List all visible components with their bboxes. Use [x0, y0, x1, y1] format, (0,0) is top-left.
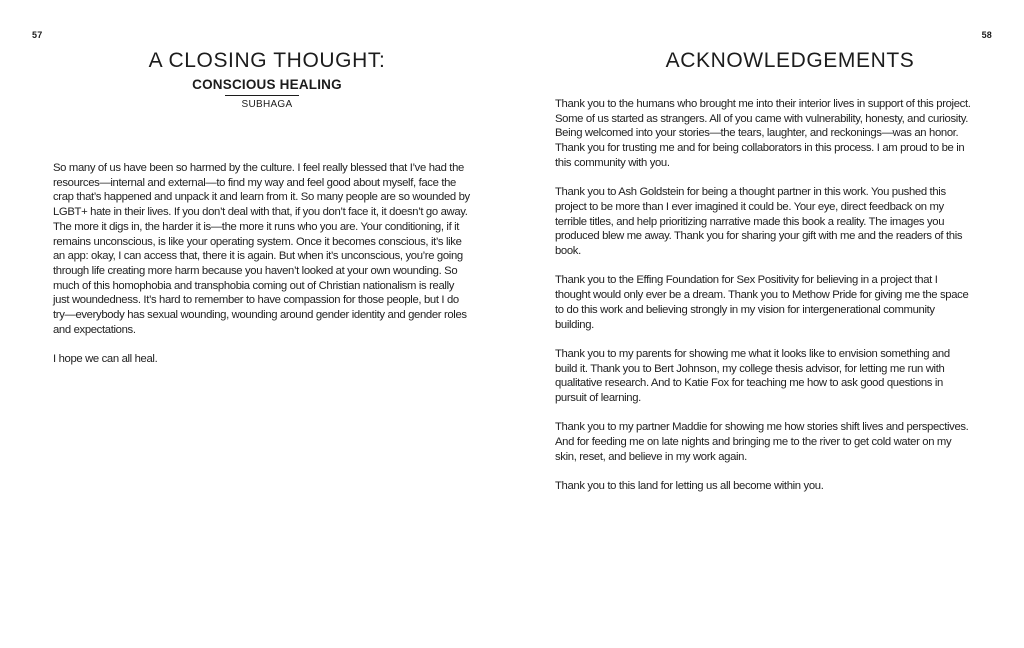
body-paragraph: So many of us have been so harmed by the culture. I feel really blessed that I’ve had the resources—internal and external—to find my way and feel good about myself, face the crap that’s happened and unpack it and learn from it. So many people are so wounded by LGBT+ hate in their lives. If you don’t deal with that, if you don’t face it, it doesn’t go away. The more it digs in, the harder it is—the more it runs who you are. Your conditioning, if it remains unconscious, is like your operating system. Once it becomes conscious, it’s like an app: okay, I can access that, there it is again. But when it’s unconscious, you’re going through life creating more harm because you haven’t looked at your own wounding. So much of this homophobia and transphobia coming out of Christian nationalism is really just woundedness. It’s hard to remember to have compassion for those people, but I do try—everybody has sexual wounding, wounding around gender identity and gender roles and expectations. — [53, 162, 470, 336]
right-page — [512, 0, 1024, 648]
acknowledgements-title: ACKNOWLEDGEMENTS — [665, 49, 915, 72]
body-paragraph: Thank you to Ash Goldstein for being a thought partner in this work. You pushed this project to be more than I ever imagined it could be. Your eye, direct feedback on my terrible titles, and help prioritizing narrative made this book a reality. The images you produced blew me away. Thank you for sharing your gift with me and the readers of this book. — [555, 186, 963, 258]
body-paragraph: Thank you to my parents for showing me what it looks like to envision something and build it. Thank you to Bert Johnson, my college thesis advisor, for letting me run with qualitative research. And to Katie Fox for teaching me how to ask good questions in pursuit of learning. — [555, 347, 950, 405]
body-paragraph: I hope we can all heal. — [53, 353, 158, 366]
body-paragraph: Thank you to the Effing Foundation for Sex Positivity for believing in a project that I thought would only ever be a dream. Thank you to Methow Pride for giving me the space to do this work and believing strongly in my vision for intergenerational community building. — [555, 274, 969, 331]
author-name: SUBHAGA — [241, 99, 293, 110]
page-number-right: 58 — [981, 30, 992, 40]
body-paragraph: Thank you to my partner Maddie for showing me how stories shift lives and perspectives. And for feeding me on late nights and bringing me to the river to get cold water on my skin, reset, and believe in my work again. — [555, 421, 969, 463]
page-number-left: 57 — [32, 30, 43, 40]
body-paragraph: Thank you to this land for letting us all become within you. — [555, 480, 824, 493]
acknowledgements-body — [555, 97, 973, 509]
chapter-title: A CLOSING THOUGHT: — [148, 49, 386, 72]
chapter-subtitle: CONSCIOUS HEALING — [192, 77, 342, 92]
body-paragraph: Thank you to the humans who brought me into their interior lives in support of this project. Some of us started as strangers. All of you came with vulnerability, honesty, and curiosity. Being welcomed into your stories—the tears, laughter, and reckonings—was an honor. Thank you for trusting me and for being collaborators in this process. I am proud to be in this community with you. — [555, 98, 971, 169]
subtitle-rule — [225, 95, 299, 96]
closing-thought-body — [53, 161, 471, 382]
